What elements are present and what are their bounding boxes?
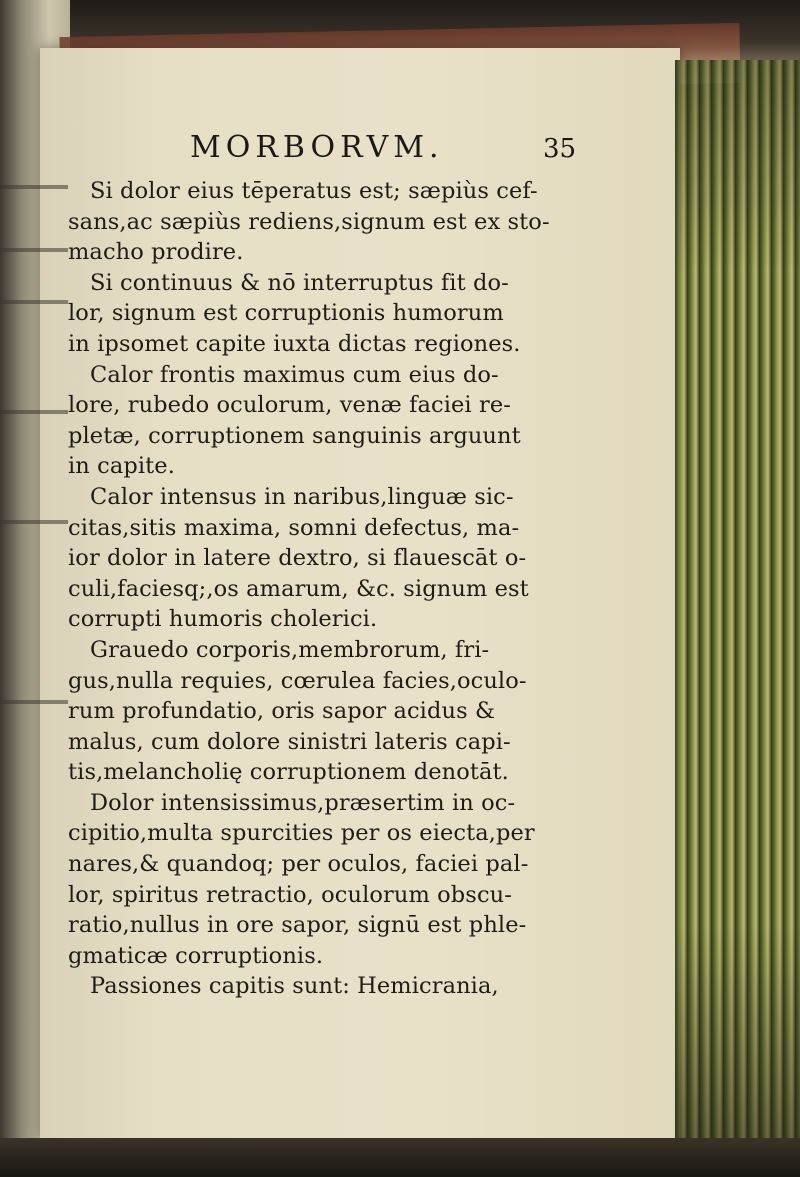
bleed-through-mark [0, 520, 68, 524]
text-line: ior dolor in latere dextro, si flauescāt o- [68, 545, 527, 572]
bleed-through-mark [0, 700, 68, 704]
text-line: lor, signum est corruptionis humorum [68, 300, 504, 327]
text-line: lore, rubedo oculorum, venæ faciei re- [68, 392, 511, 419]
text-line: corrupti humoris cholerici. [68, 606, 378, 633]
page-number: 35 [543, 134, 577, 164]
bleed-through-mark [0, 185, 68, 189]
text-line: sans,ac sæpiùs rediens,signum est ex sto- [68, 208, 550, 235]
body-text [68, 176, 608, 1002]
text-line: in capite. [68, 453, 175, 480]
text-line: Calor frontis maximus cum eius do- [90, 361, 499, 388]
text-line: cipitio,multa spurcities per os eiecta,per [68, 820, 535, 847]
bleed-through-mark [0, 248, 68, 252]
text-line: Si dolor eius tēperatus est; sæpiùs cef- [90, 178, 538, 204]
page-edges-stack [675, 60, 800, 1140]
bleed-through-mark [0, 410, 68, 414]
bleed-through-mark [0, 300, 68, 304]
text-line: culi,faciesq;,os amarum, &c. signum est [68, 575, 529, 602]
text-line: in ipsomet capite iuxta dictas regiones. [68, 330, 521, 357]
text-line: tis,melancholię corruptionem denotāt. [68, 759, 509, 786]
text-line: citas,sitis maxima, somni defectus, ma- [68, 514, 520, 541]
text-line: macho prodire. [68, 239, 244, 266]
text-line: Grauedo corporis,membrorum, fri- [90, 636, 490, 663]
background-bottom [0, 1138, 800, 1177]
text-line: malus, cum dolore sinistri lateris capi- [68, 728, 511, 755]
text-line: nares,& quandoq; per oculos, faciei pal- [68, 851, 529, 878]
text-line: gmaticæ corruptionis. [68, 942, 324, 969]
text-line: Passiones capitis sunt: Hemicrania, [90, 973, 499, 1000]
text-line: Dolor intensissimus,præsertim in oc- [90, 789, 516, 816]
text-line: gus,nulla requies, cœrulea facies,oculo- [68, 667, 527, 694]
text-line: Calor intensus in naribus,linguæ sic- [90, 483, 514, 510]
text-line: ratio,nullus in ore sapor, signū est phle- [68, 912, 527, 939]
text-line: Si continuus & nō interruptus fit do- [90, 269, 509, 296]
running-head: MORBORVM. [190, 130, 444, 165]
text-line: lor, spiritus retractio, oculorum obscu- [68, 881, 512, 908]
text-line: pletæ, corruptionem sanguinis arguunt [68, 422, 521, 449]
text-line: rum profundatio, oris sapor acidus & [68, 698, 496, 725]
